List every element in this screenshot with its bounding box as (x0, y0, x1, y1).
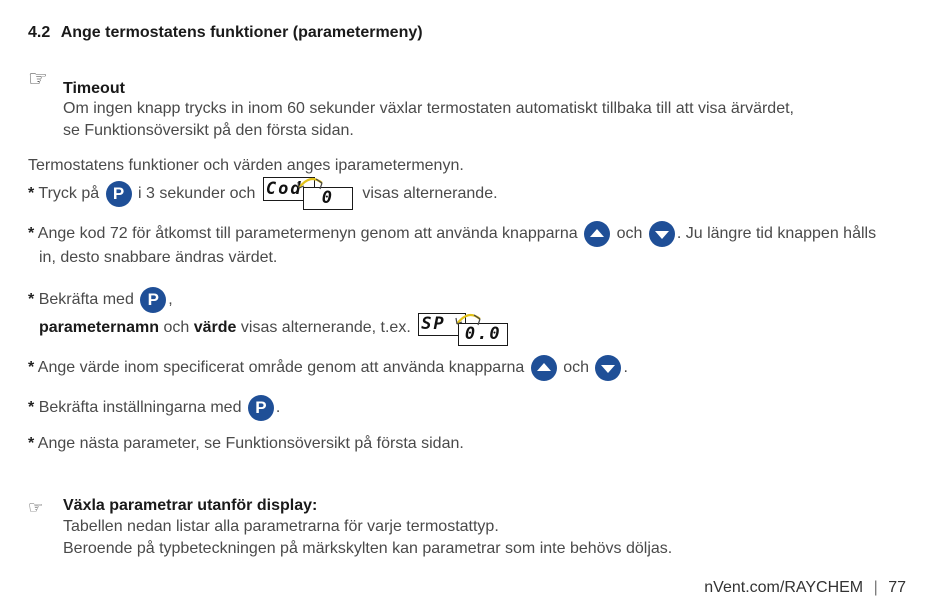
step-4-period: . (623, 359, 628, 376)
step-2-text-a: Ange kod 72 för åtkomst till parametermenyn genom att använda knapparna (37, 225, 578, 242)
bullet-star: * (28, 399, 35, 416)
step-5 (28, 393, 280, 423)
step-3-text-f: visas alternerande, t.ex. (240, 319, 411, 336)
section-number: 4.2 (28, 24, 51, 41)
step-2-text-c: . Ju längre tid knappen hålls (676, 225, 877, 242)
section-heading (28, 24, 423, 42)
pointing-hand-icon: ☞ (28, 498, 44, 517)
step-1-text-b: i 3 sekunder och (138, 185, 256, 202)
page-footer (704, 579, 906, 597)
bullet-star: * (28, 185, 35, 202)
lcd-display-cod (263, 177, 355, 211)
lcd-display-sp (418, 311, 510, 345)
alternate-arrow-icon (296, 175, 326, 191)
section-title: Ange termostatens funktioner (parametermeny) (60, 24, 423, 41)
value-label: värde (193, 319, 237, 336)
page-number: 77 (888, 579, 906, 596)
step-4-text-a: Ange värde inom specificerat område genom att använda knapparna (37, 359, 525, 376)
alternate-arrow-icon (454, 311, 484, 327)
switch-note-title: Växla parametrar utanför display: (63, 497, 318, 514)
step-4-text-b: och (563, 359, 590, 376)
down-arrow-button-icon (595, 355, 621, 381)
step-3-comma: , (168, 291, 173, 308)
p-button-icon: P (106, 181, 132, 207)
step-3-and: och (163, 319, 190, 336)
step-5-text-a: Bekräfta inställningarna med (38, 399, 242, 416)
down-arrow-button-icon (649, 221, 675, 247)
parameter-name-label: parameternamn (39, 319, 160, 336)
pointing-hand-icon: ☞ (28, 66, 48, 91)
step-2 (28, 218, 876, 250)
up-arrow-button-icon (531, 355, 557, 381)
step-5-period: . (275, 399, 281, 416)
bullet-star: * (28, 291, 35, 308)
timeout-title: Timeout (63, 80, 125, 97)
bullet-star: * (28, 435, 35, 452)
step-1-text-a: Tryck på (38, 185, 100, 202)
up-arrow-button-icon (584, 221, 610, 247)
lcd-back-text: SP (418, 313, 466, 336)
step-2-continuation: in, desto snabbare ändras värdet. (39, 249, 278, 266)
switch-note-line-1: Tabellen nedan listar alla parametrarna för varje termostattyp. (63, 518, 499, 535)
step-3-line-2 (39, 310, 513, 346)
lcd-front-value: 0.0 (458, 323, 508, 346)
p-button-icon: P (140, 287, 166, 313)
intro-text: Termostatens funktioner och värden anges iparametermenyn. (28, 157, 464, 174)
lcd-front-value: 0 (303, 187, 353, 210)
step-6-text: Ange nästa parameter, se Funktionsöversikt på första sidan. (37, 435, 464, 452)
step-6 (28, 435, 464, 453)
step-4 (28, 352, 628, 384)
timeout-line-1: Om ingen knapp trycks in inom 60 sekunder växlar termostaten automatiskt tillbaka till att visa ärvärdet, (63, 100, 794, 117)
p-button-icon: P (248, 395, 274, 421)
step-1-text-c: visas alternerande. (362, 185, 498, 202)
bullet-star: * (28, 225, 35, 242)
lcd-back-text: Cod (263, 177, 315, 201)
step-2-text-b: och (616, 225, 643, 242)
step-3-text-a: Bekräfta med (38, 291, 134, 308)
timeout-line-2: se Funktionsöversikt på den första sidan. (63, 122, 354, 139)
footer-site: nVent.com/RAYCHEM (704, 579, 864, 596)
footer-separator: | (873, 579, 878, 596)
bullet-star: * (28, 359, 35, 376)
step-1 (28, 176, 498, 212)
switch-note-line-2: Beroende på typbeteckningen på märkskylten kan parametrar som inte behövs döljas. (63, 540, 673, 557)
